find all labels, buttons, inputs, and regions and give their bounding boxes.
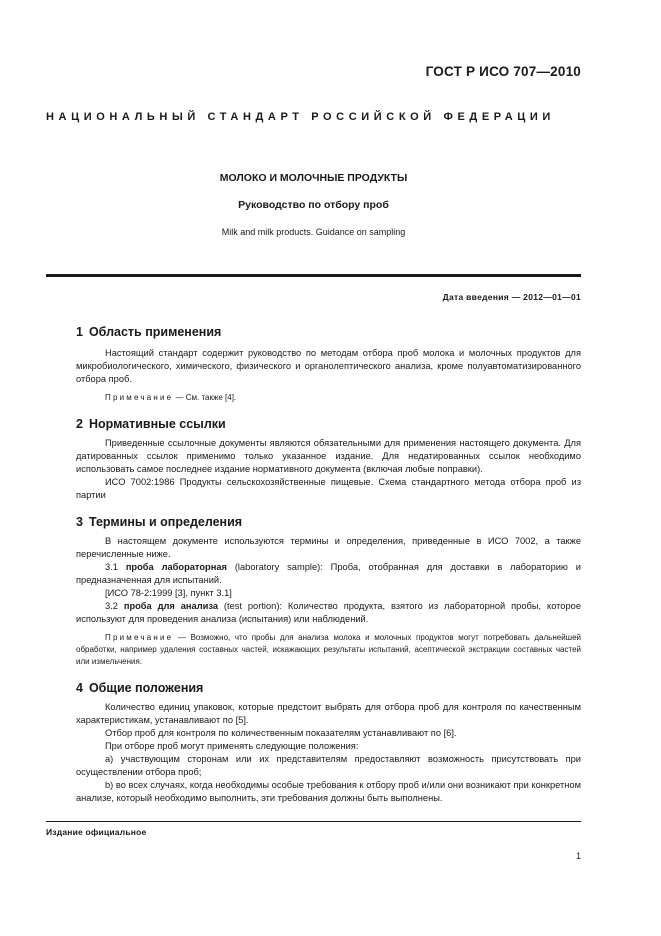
english-title: Milk and milk products. Guidance on sampling xyxy=(221,227,406,237)
section-title: Область применения xyxy=(88,325,222,339)
section-1-heading xyxy=(76,325,581,339)
note-text: — Возможно, что пробы для анализа молока и молочных продуктов могут потребовать дальнейшей обработки, например удаления составных частей, искажающих результаты испытаний, асептической экстракции составных частей или измельчения. xyxy=(76,633,581,666)
list-item: а) участвующим сторонам или их представителям предоставляют возможность присутствовать при осуществлении отбора проб; xyxy=(76,754,581,777)
note xyxy=(76,392,581,404)
section-number: 3 xyxy=(76,515,83,529)
document-subtitle: Руководство по отбору проб xyxy=(238,199,389,211)
note-label: Примечание xyxy=(105,633,174,642)
term-reference: [ИСО 78-2:1999 [3], пункт 3.1] xyxy=(105,588,232,598)
section-title: Общие положения xyxy=(88,681,204,695)
introduction-date: Дата введения — 2012—01—01 xyxy=(442,292,581,302)
term-name: проба лабораторная xyxy=(125,562,227,572)
section-number: 1 xyxy=(76,325,83,339)
document-body xyxy=(76,325,581,805)
note-text: — См. также [4]. xyxy=(173,393,237,402)
footer-divider xyxy=(46,821,581,822)
term-name: проба для анализа xyxy=(123,601,218,611)
note xyxy=(76,632,581,668)
section-number: 4 xyxy=(76,681,83,695)
title-divider xyxy=(46,274,581,277)
section-title: Термины и определения xyxy=(88,515,243,529)
section-2-heading xyxy=(76,417,581,431)
document-code: ГОСТ Р ИСО 707—2010 xyxy=(425,64,581,79)
term-definition xyxy=(76,561,581,587)
page-number: 1 xyxy=(575,851,581,861)
section-4-heading xyxy=(76,681,581,695)
term-text: (laboratory sample): Проба, отобранная для доставки в лабораторию и предназначенная для испытаний. xyxy=(76,562,581,585)
note-label: Примечание xyxy=(105,393,174,402)
paragraph: Настоящий стандарт содержит руководство по методам отбора проб молока и молочных продуктов для микробиологического, химического, физического и органолептического анализа, кроме полуавтоматизированного отбора проб. xyxy=(76,348,581,384)
paragraph: В настоящем документе используются термины и определения, приведенные в ИСО 7002, а также перечисленные ниже. xyxy=(76,536,581,559)
paragraph: Отбор проб для контроля по количественным показателям устанавливают по [6]. xyxy=(105,728,457,738)
paragraph: Приведенные ссылочные документы являются обязательными для применения настоящего документа. Для датированных ссылок применимо только указанное издание. Для недатированных ссылок необходимо использовать самое последнее издание нормативного документа (включая любые поправки). xyxy=(76,438,581,474)
paragraph: При отборе проб могут применять следующие положения: xyxy=(105,741,359,751)
national-standard-heading: НАЦИОНАЛЬНЫЙ СТАНДАРТ РОССИЙСКОЙ ФЕДЕРАЦИИ xyxy=(46,111,555,123)
official-edition-label: Издание официальное xyxy=(46,827,147,837)
paragraph: Количество единиц упаковок, которые предстоит выбрать для отбора проб для контроля по качественным характеристикам, устанавливают по [5]. xyxy=(76,702,581,725)
term-text: (test portion): Количество продукта, взятого из лабораторной пробы, которое используют для проведения анализа (испытания) или наблюдений. xyxy=(76,601,581,624)
term-number: 3.1 xyxy=(105,562,126,572)
document-title: МОЛОКО И МОЛОЧНЫЕ ПРОДУКТЫ xyxy=(219,172,408,184)
list-item: b) во всех случаях, когда необходимы особые требования к отбору проб и/или они возникают при конкретном анализе, который необходимо выполнить, эти требования должны быть выполнены. xyxy=(76,780,581,803)
section-number: 2 xyxy=(76,417,83,431)
term-number: 3.2 xyxy=(105,601,124,611)
paragraph: ИСО 7002:1986 Продукты сельскохозяйственные пищевые. Схема стандартного метода отбора проб из партии xyxy=(76,477,581,500)
section-title: Нормативные ссылки xyxy=(88,417,226,431)
term-definition xyxy=(76,600,581,626)
section-3-heading xyxy=(76,515,581,529)
